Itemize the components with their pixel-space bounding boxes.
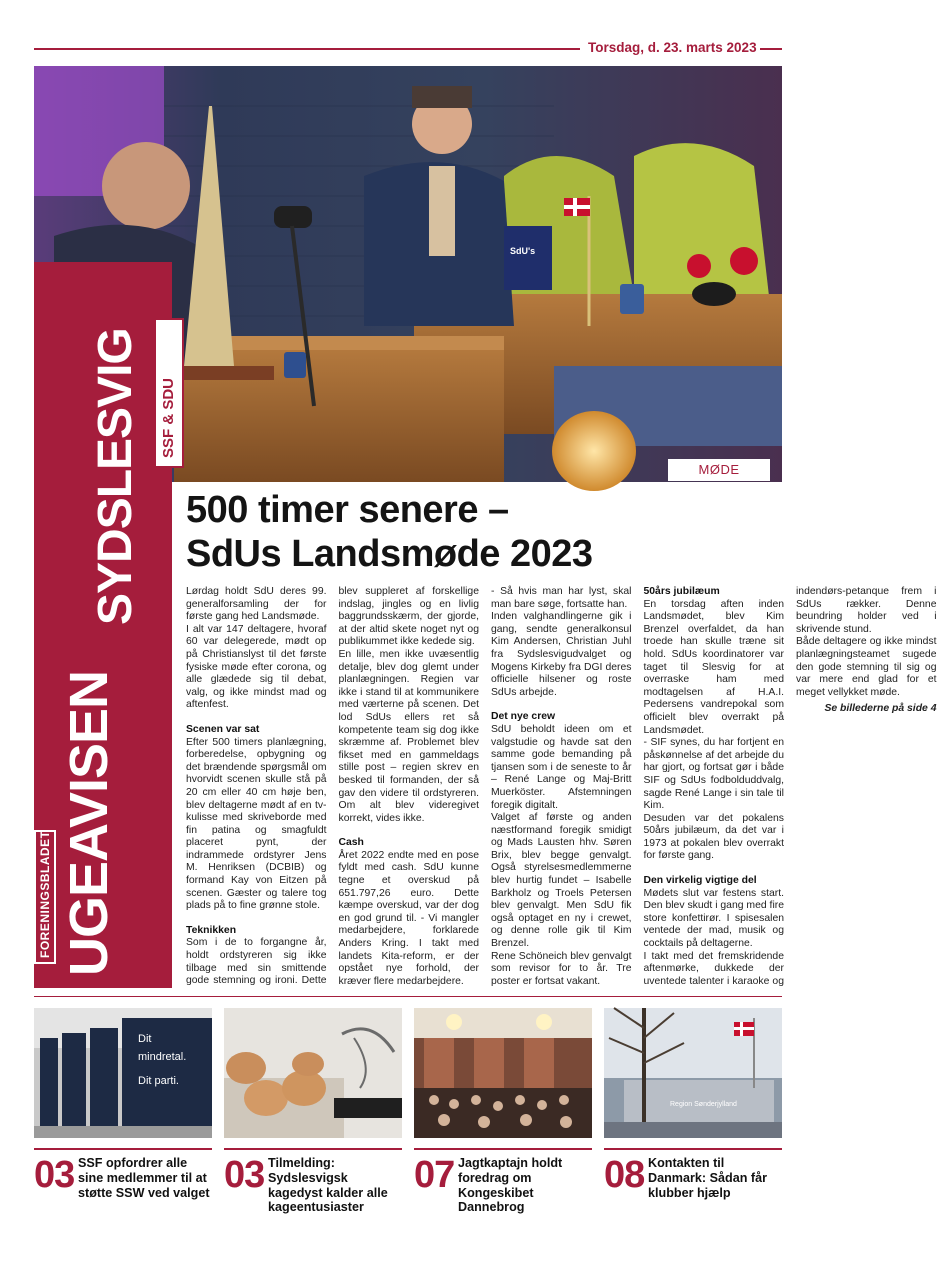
teaser-image-jagtkaptajn[interactable] bbox=[414, 1008, 592, 1138]
category-tag[interactable]: MØDE bbox=[668, 459, 770, 481]
teaser-link-ssw[interactable]: SSF opfordrer alle sine medlemmer til at støtte SSW ved valget bbox=[78, 1156, 210, 1200]
headline-line-1: 500 timer senere – bbox=[186, 489, 509, 531]
paragraph: I alt var 147 deltagere, hvoraf 60 var delegerede, mødt op på Christianslyst til det første fysiske møde efter corona, og alle glædede sig til debat, valg, og ikke mindst mad og aftenfest. bbox=[186, 623, 327, 711]
teaser-image-kontakten[interactable] bbox=[604, 1008, 782, 1138]
teaser-link-kagedyst[interactable]: Tilmelding: Sydslesvigsk kagedyst kalder alle kageentusiaster bbox=[268, 1156, 388, 1215]
subheading-jubilaeum: 50års jubilæum bbox=[643, 586, 720, 597]
teaser-image-kagedyst[interactable] bbox=[224, 1008, 402, 1138]
paragraph: Året 2022 endte med en pose fyldt med cash. SdU kunne tegne et overskud på 651.797,26 euro. Dette kæmpe overskud, var der dog en god grund til. - Vi mangler medarbejdere, forklarede Anders Kring. I takt med landets Kita-reform, er der opstået nye forhold, der kræver flere medarbejdere. bbox=[338, 849, 479, 987]
subheading-vigtige: Den virkelig vigtige del bbox=[643, 875, 757, 887]
paragraph: Rene Schöneich blev genvalgt som revisor for to år. Tre poster er fortsat vakant. bbox=[491, 950, 632, 987]
see-more-link[interactable]: Se billederne på side 4 bbox=[824, 703, 937, 715]
paragraph: En lille, men ikke uvæsentlig detalje, blev dog glemt under planlægningen. Regien var ikke i stand til at kommunikere med værterne på scenen. Det lod SdUs ellers ret så kompetente team sig dog ikke skræmme af. Problemet blev fikset med en gammeldags stille post – regien skrev en besked til formanden, der så gav den videre til ordstyreren. Om alt blev videregivet korrekt, vides ikke. bbox=[338, 648, 479, 824]
paragraph: Som i de to forgangne år, holdt ordstyreren sig ikke tilbage med sin smittende gode stemning og ironi. Dette blev suppleret af forskellige indslag, jingles og en livlig baggrundsskærm, der gjorde, at der altid skete noget nyt og publikummet ikke kedede sig. bbox=[186, 586, 479, 987]
teaser-rule bbox=[414, 1148, 592, 1150]
article-body bbox=[186, 586, 937, 990]
poster-text-3: Dit parti. bbox=[138, 1075, 179, 1087]
publication-name-line2: SYDSLESVIG bbox=[89, 328, 142, 625]
teaser-link-jagtkaptajn[interactable]: Jagtkaptajn holdt foredrag om Kongeskibet Dannebrog bbox=[458, 1156, 563, 1215]
subheading-teknikken: Teknikken bbox=[186, 924, 237, 936]
subheading-scenen: Scenen var sat bbox=[186, 723, 260, 735]
teaser-link-kontakten[interactable]: Kontakten til Danmark: Sådan får klubber hjælp bbox=[648, 1156, 767, 1200]
section-badge: SSF & SDU bbox=[160, 377, 177, 458]
teaser-rule bbox=[224, 1148, 402, 1150]
teaser-rule bbox=[34, 1148, 212, 1150]
paragraph: Valget af første og anden næstformand foregik smidigt og Mads Lausten hhv. Søren Brix, blev begge genvalgt. Også styrelsesmedlemmerne blev hurtig fundet – Isabelle Barkholz og Troels Petersen blev genvalgt. Men SdU fik også optaget en ny i crewet, og denne rolle gik til Kim Brenzel. bbox=[491, 812, 632, 950]
teaser-page-number: 07 bbox=[414, 1154, 455, 1196]
paragraph: - Så hvis man har lyst, skal man bare søge, fortsatte han. bbox=[491, 586, 632, 610]
poster-text-1: Dit bbox=[138, 1033, 152, 1045]
building-sign: Region Sønderjylland bbox=[670, 1101, 737, 1108]
paragraph: Efter 500 timers planlægning, forberedelse, opbygning og det brændende spørgsmål om hvorvidt scenen skulle stå på 20 cm eller 40 cm høje ben, blev deltagerne mødt af en tv-kulisse med skriveborde med fin patina og smagfuldt placeret pynt, der indrammede ordstyrer Jens M. Henriksen (DCBIB) og formand Kay von Eitzen på scenen. Gæster og talere tog plads på to fine grønne stole. bbox=[186, 736, 327, 912]
paragraph: Mødets slut var festens start. Den blev skudt i gang med fire store konfettirør. I spisesalen ventede der mad, musik og cocktails på deltagerne. bbox=[643, 887, 784, 950]
svg-text:SdU's: SdU's bbox=[510, 246, 536, 256]
paragraph: SdU beholdt ideen om et valgstudie og havde sat den samme gode bemanding på tjansen som i de seneste to år – René Lange og Maj-Britt Muerköster. Afstemningen foregik digitalt. bbox=[491, 723, 632, 811]
poster-text-2: mindretal. bbox=[138, 1051, 187, 1063]
issue-date: Torsdag, d. 23. marts 2023 bbox=[588, 40, 757, 55]
paragraph: - SIF synes, du har fortjent en påskønnelse af det arbejde du har gjort, og fortsat gør i både SIF og SdUs fodbolduddvalg, sagde René Lange i sin tale til Kim. bbox=[643, 737, 784, 812]
teaser-page-number: 03 bbox=[224, 1154, 265, 1196]
paragraph: Lørdag holdt SdU deres 99. generalforsamling der for første gang hed Landsmøde. bbox=[186, 586, 327, 623]
header-rule-right bbox=[760, 48, 782, 50]
paragraph: Inden valghandlingerne gik i gang, sendte generalkonsul Kim Andersen, Christian Juhl fra Sydslesvigudvalget og Mogens Kirkeby fra DGI deres officielle hilsener og roste SdUs arbejde. bbox=[491, 611, 632, 698]
paragraph: En torsdag aften inden Landsmødet, blev Kim Brenzel overfaldet, da han troede han skulle træne sit hold. SdUs koordinatorer var taget til Slesvig for at overraske ham med modtagelsen af H.A.I. Pedersens vandrepokal som officielt blev overrakt på Landsmødet. bbox=[643, 598, 784, 736]
subheading-cash: Cash bbox=[338, 837, 364, 849]
teaser-page-number: 03 bbox=[34, 1154, 75, 1196]
masthead-tag: FORENINGSBLADET bbox=[38, 830, 52, 958]
header-rule-left bbox=[34, 48, 580, 50]
section-divider bbox=[34, 996, 782, 997]
publication-name-line1: UGEAVISEN bbox=[59, 670, 119, 976]
paragraph: Desuden var det pokalens 50års jubilæum, da det var i 1973 at pokalen blev overrakt for første gang. bbox=[643, 812, 784, 862]
teaser-rule bbox=[604, 1148, 782, 1150]
teaser-page-number: 08 bbox=[604, 1154, 645, 1196]
paragraph: Både deltagere og ikke mindst planlægningsteamet sugede den gode stemning til sig og var mere end glad for et meget vellykket møde. bbox=[796, 636, 937, 698]
subheading-crew: Det nye crew bbox=[491, 711, 556, 723]
paragraph: I takt med det fremskridende aftenmørke, dukkede der uventede talenter i karaoke og indendørs-petanque frem i SdUs rækker. Denne beundring holder ved i skrivende stund. bbox=[643, 586, 937, 987]
teaser-image-ssw[interactable] bbox=[34, 1008, 212, 1138]
article-headline bbox=[186, 488, 786, 576]
headline-line-2: SdUs Landsmøde 2023 bbox=[186, 533, 593, 575]
